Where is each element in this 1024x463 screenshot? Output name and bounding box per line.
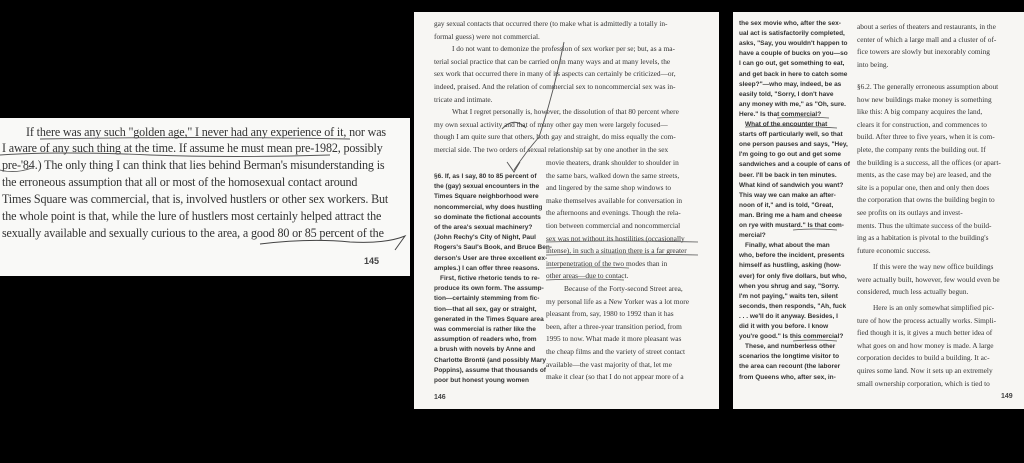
sidebar-line: This way we can make an after- [739, 191, 836, 199]
sidebar-line: himself as hustling, asking (how- [739, 262, 842, 270]
text-line: Because of the Forty-second Street area, [564, 284, 683, 293]
text-line: though I am quite sure that others, both gay and straight, do miss equally the com- [434, 132, 676, 142]
sidebar-line: Poppins), assume that thousands of [434, 366, 546, 374]
sidebar-line: starts off particularly well, so that [739, 131, 843, 139]
sidebar-line: generated in the Times Square area [434, 315, 544, 323]
sidebar-line: assumption of readers who, from [434, 336, 537, 344]
sidebar-line: Times Square neighborhood were [434, 193, 539, 201]
sidebar-line: was commercial is rather like the [434, 326, 536, 333]
sidebar-line: poor but honest young women [434, 377, 529, 384]
sidebar-line: I'm going to go out and get some [739, 151, 841, 159]
text-line: §6.2. The generally erroneous assumption about [857, 82, 999, 91]
sidebar-line: tion—that all sex, gay or straight, [434, 305, 537, 313]
page-number: 146 [434, 394, 446, 401]
text-line: into being. [857, 59, 889, 69]
text-line: What I regret personally is, however, the dissolution of that 80 percent where [452, 107, 679, 117]
text-line: the building is a success, all the offices (or apart- [857, 157, 1001, 167]
sidebar-line: any money with me," as "Oh, sure. [739, 100, 846, 108]
text-line: been, after a three-year transition period, from [546, 321, 682, 331]
sidebar-line: mercial? [739, 232, 766, 240]
sidebar-line: did it with you before. I know [739, 323, 829, 330]
sidebar-line: of the area's sexual machinery? [434, 224, 533, 231]
sidebar-line: sandwiches and a couple of cans of [739, 161, 850, 169]
sidebar-line: when you shrug and say, "Sorry. [739, 282, 840, 290]
sidebar-line: asks, "Say, you wouldn't happen to [739, 40, 848, 48]
sidebar-line: seconds, then responds, "Ah, fuck [739, 302, 847, 310]
sidebar-line: a brush with novels by Anne and [434, 346, 536, 354]
text-line: I do not want to demonize the profession of sex worker per se; but, as a ma- [452, 44, 675, 54]
text-line: gay sexual contacts that occurred there (to make what is admittedly a totally in- [434, 19, 668, 28]
sidebar-line: noncommercial, why does hustling [434, 203, 543, 211]
sidebar-line: What kind of sandwich you want? [739, 181, 844, 189]
text-line: the erroneous assumption that all or most of the homosexual contact around [2, 175, 358, 189]
text-line: tion between commercial and noncommercial [546, 221, 681, 230]
sidebar-line: from Queens who, after sex, in- [739, 373, 836, 381]
text-line: terial social practice that can be carried on in many ways and at many levels, the [434, 56, 671, 66]
text-line: available—the vast majority of that, let me [546, 359, 672, 369]
text-line: intense), in such a situation there is a far greater [546, 246, 687, 256]
sidebar-line: Rogers's Saul's Book, and Bruce Ben- [434, 244, 552, 252]
sidebar-line: (John Rechy's City of Night, Paul [434, 234, 536, 242]
text-line: fied though it is, it gives a much better idea of [857, 328, 993, 338]
text-line: future economic success. [857, 245, 931, 255]
sidebar-line: What of the encounter that [745, 121, 828, 128]
text-line: interpenetration of the two modes than in [546, 258, 668, 268]
text-line: center of which a large mall and a cluster of of- [857, 34, 997, 44]
text-line: pre-'84.) The only thing I can think that lies behind Berman's misunderstanding is [2, 158, 385, 172]
text-line: make themselves available for conversation in [546, 195, 683, 205]
text-line: build. After three to five years, when it is com- [857, 132, 995, 142]
text-line: pleasant from, say, 1980 to 1992 than it has [546, 309, 674, 319]
sidebar-line: beer. I'll be back in ten minutes. [739, 171, 837, 179]
text-line: If this were the way new office buildings [873, 262, 994, 271]
text-line: and lingered by the same shop windows to [546, 183, 672, 193]
text-line: my personal life as a New Yorker was a lot more [546, 296, 689, 306]
sidebar-line: have a couple of bucks on you—so [739, 50, 848, 58]
text-line: see profits on its outlays and invest- [857, 208, 963, 217]
text-line: like this: A big company acquires the land, [857, 107, 983, 117]
sidebar-line: and get back in here to catch some [739, 70, 848, 78]
sidebar-line: one person pauses and says, "Hey, [739, 141, 848, 149]
text-line: ments. Thus the ultimate success of the build- [857, 220, 992, 230]
sidebar-line: These, and numberless other [745, 343, 836, 351]
page-number: 145 [364, 256, 380, 266]
text-line: the cheap films and the variety of street contact [546, 347, 686, 356]
text-line: site is a popular one, then and only then does [857, 182, 990, 192]
sidebar-line: Charlotte Brontë (and possibly Mary [434, 356, 546, 364]
text-line: formal guess) were not commercial. [434, 31, 540, 41]
text-line: ing as a habitation is pivotal to the building's [857, 233, 989, 243]
text-line: sex work that occurred there in many of its aspects can certainly be criticized—or, [434, 69, 676, 79]
text-line: make it clear (so that I do not appear more of a [546, 372, 684, 382]
sidebar-line: Finally, what about the man [745, 242, 830, 250]
sidebar-line: the area can recount (the laborer [739, 363, 841, 371]
text-line: the corporation that owns the building begin to [857, 195, 995, 205]
text-line: ture of how the process actually works. Simpli- [857, 315, 997, 325]
text-line: plete, the company rents the building out. If [857, 145, 986, 154]
sidebar-line: easily told, "Sorry, I don't have [739, 90, 834, 98]
sidebar-line: ever) for only five dollars, but who, [739, 272, 847, 280]
page-146 [414, 12, 719, 409]
text-line: small ownership corporation, which is tied to [857, 378, 990, 388]
sidebar-line: sleep?"—who may, indeed, be as [739, 80, 842, 88]
text-line: indeed, praised. And the relation of commercial sex to noncommercial sex was in- [434, 82, 676, 91]
sidebar-line: man. Bring me a ham and cheese [739, 211, 842, 219]
text-line: were actually built, however, few would even be [857, 274, 1000, 284]
sidebar-line: tion—certainly stemming from fic- [434, 295, 540, 303]
text-line: what goes on and how money is made. A large [857, 340, 994, 350]
text-line: the afternoons and evenings. Though the rela- [546, 208, 681, 218]
text-line: Here is an only somewhat simplified pic- [873, 303, 995, 312]
text-line: mercial side. The two orders of sexual relationship sat by one another in the sex [434, 145, 669, 154]
sidebar-line: First, fictive rhetoric tends to re- [440, 275, 540, 282]
sidebar-line: the (gay) sexual encounters in the [434, 183, 540, 191]
sidebar-line: produce its own form. The assump- [434, 285, 544, 293]
text-line: 1995 to now. What made it more pleasant was [546, 334, 682, 344]
text-line: the same bars, walked down the same streets, [546, 170, 680, 180]
text-line: Times Square was commercial, that is, involved hustlers or other sex workers. But [2, 192, 389, 206]
sidebar-line: on rye with mustard." Is that com- [739, 222, 844, 229]
text-line: clears it for construction, and commences to [857, 119, 987, 129]
page-149 [733, 12, 1024, 409]
text-line: sexually available and sexually curious to the area, a good 80 or 85 percent of the [2, 226, 384, 240]
text-line: how new buildings make money is something [857, 94, 992, 104]
sidebar-line: you're good." Is this commercial? [739, 333, 844, 341]
sidebar-line: ual act is satisfactorily completed, [739, 30, 845, 38]
sidebar-line: amples.) I can offer three reasons. [434, 264, 540, 272]
text-line: my own sexual activity and that of many other gay men were largely focused— [434, 119, 668, 129]
sidebar-line: I'm not paying," waits ten, silent [739, 292, 838, 300]
text-line: the whole point is that, while the lure of hustlers most certainly helped attract the [2, 209, 382, 223]
text-line: If there was any such "golden age," I never had any experience of it, nor was [26, 125, 386, 139]
sidebar-line: . . . we'll do it anyway. Besides, I [739, 312, 838, 320]
sidebar-line: the sex movie who, after the sex- [739, 20, 841, 27]
text-line: other areas—due to contact. [546, 271, 629, 281]
sidebar-line: so dominate the fictional accounts [434, 213, 541, 221]
text-line: ments, as the case may be) are leased, and the [857, 170, 992, 180]
text-line: about a series of theaters and restaurants, in the [857, 22, 996, 31]
sidebar-line: noon of it," and is told, "Great, [739, 201, 834, 209]
sidebar-line: I can go out, get something to eat, [739, 60, 845, 68]
sidebar-line: §6. If, as I say, 80 to 85 percent of [434, 173, 537, 180]
page-145 [0, 118, 410, 276]
sidebar-line: Here." Is that commercial? [739, 110, 822, 118]
sidebar-line: scenarios the longtime visitor to [739, 353, 840, 361]
text-line: corporation decides to build a building. It ac- [857, 353, 990, 363]
text-line: sex was not without its hostilities (occasionally [546, 233, 685, 243]
text-line: considered, much less actually begun. [857, 287, 969, 297]
sidebar-line: who, before the incident, presents [739, 252, 845, 260]
text-line: fice towers are slowly but inexorably coming [857, 47, 990, 57]
text-line: tricate and intimate. [434, 94, 493, 104]
sidebar-line: derson's User are three excellent ex- [434, 254, 548, 262]
text-line: I aware of any such thing at the time. If assume he must mean pre-1982, possibly [2, 141, 383, 155]
page-number: 149 [1001, 393, 1013, 400]
text-line: movie theaters, drank shoulder to shoulder in [546, 158, 679, 167]
text-line: quires some land. Now it sets up an extremely [857, 366, 993, 375]
